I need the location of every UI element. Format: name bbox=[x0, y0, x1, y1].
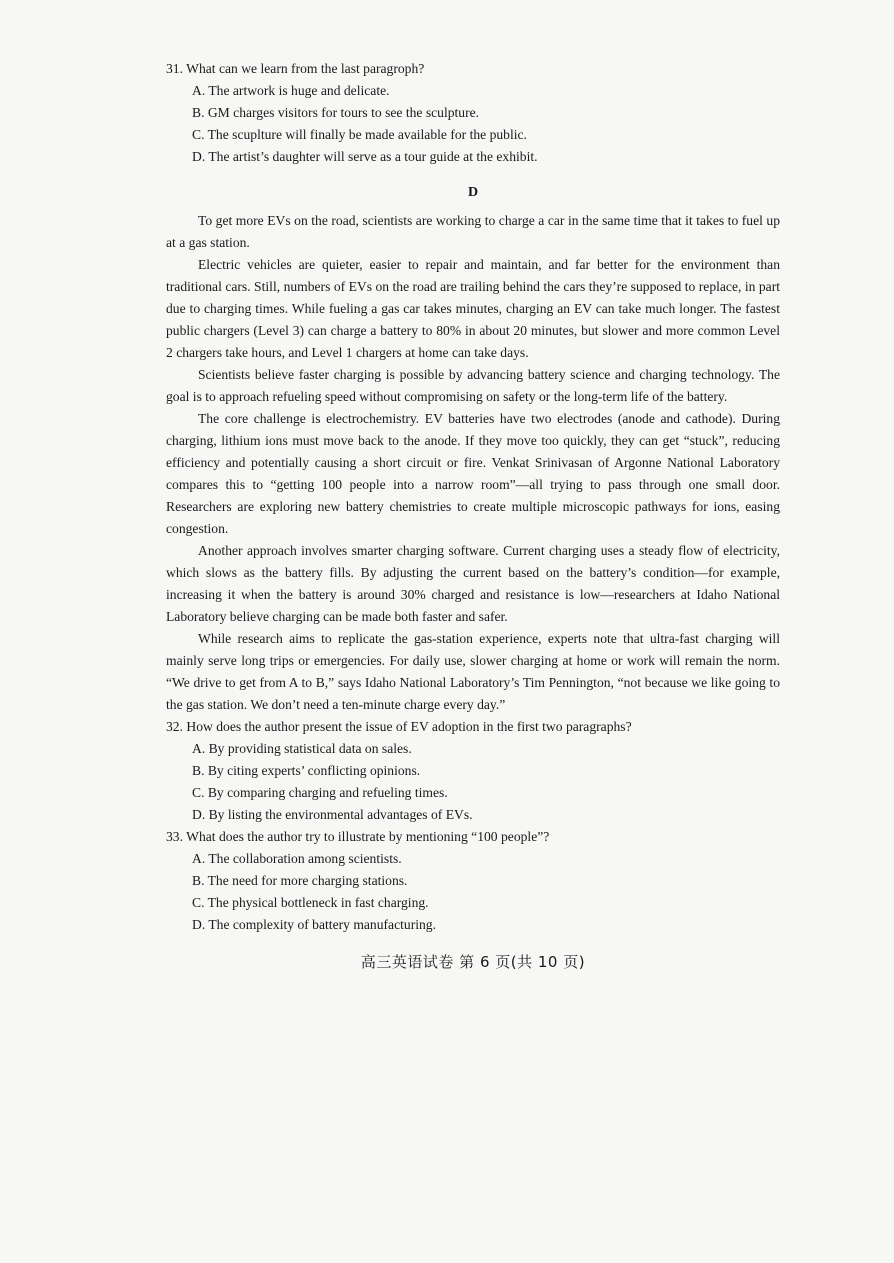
question-32-option-c: C. By comparing charging and refueling times. bbox=[192, 785, 448, 800]
question-33 bbox=[166, 826, 780, 936]
passage-paragraph-6: While research aims to replicate the gas-station experience, experts note that ultra-fast charging will mainly serve long trips or emergencies. For daily use, slower charging at home or work will remain the norm. “We drive to get from A to B,” says Idaho National Laboratory’s Tim Pennington, “not because we like going to the gas station. We don’t need a ten-minute charge every day.” bbox=[166, 631, 780, 712]
passage-title: D bbox=[467, 185, 479, 200]
question-33-stem: 33. What does the author try to illustrate by mentioning “100 people”? bbox=[166, 829, 550, 844]
page-footer: 高三英语试卷 第 6 页(共 10 页) bbox=[360, 953, 586, 971]
question-33-option-d: D. The complexity of battery manufacturing. bbox=[192, 917, 436, 932]
question-33-option-a: A. The collaboration among scientists. bbox=[192, 851, 402, 866]
passage-paragraph-3: Scientists believe faster charging is possible by advancing battery science and charging technology. The goal is to approach refueling speed without compromising on safety or the long-term life of the battery. bbox=[166, 367, 780, 404]
question-31-option-d: D. The artist’s daughter will serve as a tour guide at the exhibit. bbox=[192, 149, 538, 164]
question-31-option-b: B. GM charges visitors for tours to see the sculpture. bbox=[192, 105, 480, 120]
passage-paragraph-2: Electric vehicles are quieter, easier to repair and maintain, and far better for the environment than traditional cars. Still, numbers of EVs on the road are trailing behind the cars they’re supposed to replace, in part due to charging times. While fueling a gas car takes minutes, charging an EV can take much longer. The fastest public chargers (Level 3) can charge a battery to 80% in about 20 minutes, but slower and more common Level 2 chargers take hours, and Level 1 chargers at home can take days. bbox=[166, 257, 780, 360]
question-33-option-b: B. The need for more charging stations. bbox=[192, 873, 408, 888]
question-32-option-a: A. By providing statistical data on sales. bbox=[192, 741, 412, 756]
question-32-option-d: D. By listing the environmental advantages of EVs. bbox=[192, 807, 473, 822]
exam-page bbox=[166, 58, 780, 974]
question-33-option-c: C. The physical bottleneck in fast charging. bbox=[192, 895, 429, 910]
question-32-option-b: B. By citing experts’ conflicting opinions. bbox=[192, 763, 421, 778]
question-31-option-c: C. The scuplture will finally be made available for the public. bbox=[192, 127, 527, 142]
question-31-option-a: A. The artwork is huge and delicate. bbox=[192, 83, 390, 98]
question-31-stem: 31. What can we learn from the last paragroph? bbox=[166, 61, 425, 76]
question-32 bbox=[166, 716, 780, 826]
passage-paragraph-4: The core challenge is electrochemistry. EV batteries have two electrodes (anode and cathode). During charging, lithium ions must move back to the anode. If they move too quickly, they can get “stuck”, reducing efficiency and potentially causing a short circuit or fire. Venkat Srinivasan of Argonne National Laboratory compares this to “getting 100 people into a narrow room”—all trying to pass through one small door. Researchers are exploring new battery chemistries to create multiple microscopic pathways for ions, easing congestion. bbox=[166, 411, 780, 536]
question-32-stem: 32. How does the author present the issue of EV adoption in the first two paragraphs? bbox=[166, 719, 632, 734]
question-31 bbox=[166, 58, 780, 168]
passage-d bbox=[166, 210, 780, 716]
passage-paragraph-5: Another approach involves smarter charging software. Current charging uses a steady flow of electricity, which slows as the battery fills. By adjusting the current based on the battery’s condition—for example, increasing it when the battery is around 30% charged and resistance is low—researchers at Idaho National Laboratory believe charging can be made both faster and safer. bbox=[166, 543, 780, 624]
passage-paragraph-1: To get more EVs on the road, scientists are working to charge a car in the same time that it takes to fuel up at a gas station. bbox=[166, 213, 780, 250]
